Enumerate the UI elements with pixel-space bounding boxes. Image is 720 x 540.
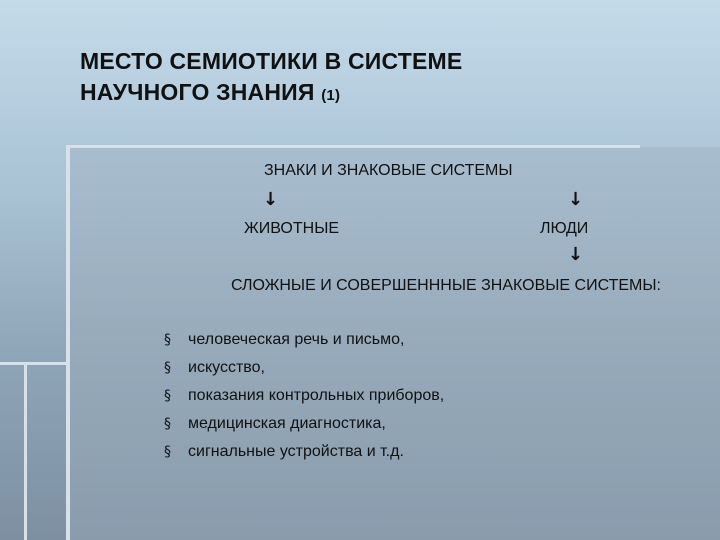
title-line-2-text: НАУЧНОГО ЗНАНИЯ	[80, 79, 315, 105]
arrow-down-icon: ↓	[568, 244, 584, 265]
decorative-vertical-line	[66, 147, 70, 540]
diagram-root-node: ЗНАКИ И ЗНАКОВЫЕ СИСТЕМЫ	[264, 162, 513, 179]
arrow-down-icon: ↓	[263, 189, 279, 210]
bullet-icon: §	[164, 388, 171, 404]
list-item-text: сигнальные устройства и т.д.	[188, 443, 404, 460]
list-item-text: показания контрольных приборов,	[188, 387, 445, 404]
title-line-2	[80, 77, 640, 111]
diagram-result-node: СЛОЖНЫЕ И СОВЕРШЕНННЫЕ ЗНАКОВЫЕ СИСТЕМЫ:	[230, 277, 661, 294]
list-item-text: искусство,	[188, 359, 265, 376]
decorative-horizontal-line-left	[0, 362, 70, 365]
decorative-vertical-line-left	[24, 362, 27, 540]
bullet-icon: §	[164, 444, 171, 460]
list-item-text: человеческая речь и письмо,	[188, 331, 405, 348]
slide-title	[80, 46, 640, 111]
title-suffix: (1)	[321, 87, 341, 104]
diagram-branch-animals: ЖИВОТНЫЕ	[244, 220, 340, 237]
list-item-text: медицинская диагностика,	[188, 415, 386, 432]
arrow-down-icon: ↓	[568, 189, 584, 210]
bullet-icon: §	[164, 360, 171, 376]
diagram-branch-people: ЛЮДИ	[540, 220, 589, 237]
decorative-horizontal-line	[66, 145, 640, 148]
bullet-icon: §	[164, 332, 171, 348]
bullet-icon: §	[164, 416, 171, 432]
title-line-1: МЕСТО СЕМИОТИКИ В СИСТЕМЕ	[80, 48, 463, 74]
